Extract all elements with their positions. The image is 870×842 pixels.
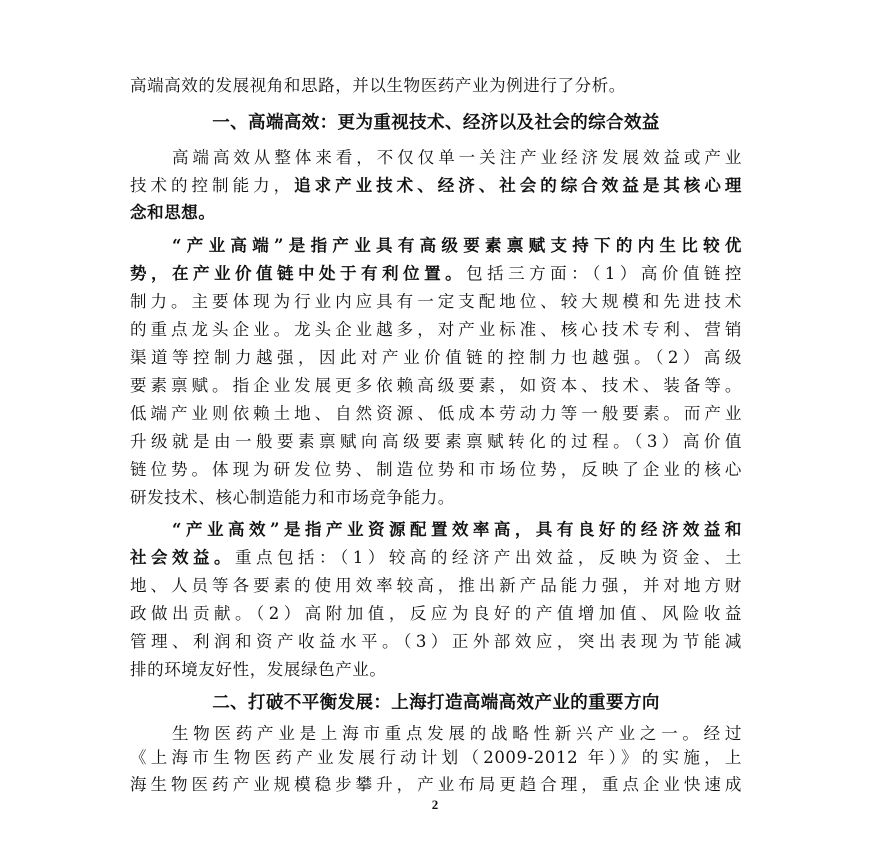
paragraph-2-line-1: “产业高端”是指产业具有高级要素禀赋支持下的内生比较优 — [172, 236, 742, 255]
section-heading-2: 二、打破不平衡发展：上海打造高端高效产业的重要方向 — [212, 693, 660, 713]
paragraph-3-line-4: 政做出贡献。（2）高附加值，反应为良好的产值增加值、风险收益 — [130, 604, 742, 623]
paragraph-1-line-1: 高端高效从整体来看，不仅仅单一关注产业经济发展效益或产业 — [172, 148, 742, 167]
section-heading-1: 一、高端高效：更为重视技术、经济以及社会的综合效益 — [212, 113, 660, 133]
paragraph-3-line-2: 社会效益。重点包括：（1）较高的经济产出效益，反映为资金、土 — [130, 548, 742, 567]
paragraph-2-line-5: 渠道等控制力越强，因此对产业价值链的控制力也越强。（2）高级 — [130, 348, 742, 367]
intro-line: 高端高效的发展视角和思路，并以生物医药产业为例进行了分析。 — [130, 76, 626, 95]
paragraph-2-line-7: 低端产业则依赖土地、自然资源、低成本劳动力等一般要素。而产业 — [130, 404, 742, 423]
paragraph-3-line-6: 排的环境友好性，发展绿色产业。 — [130, 660, 387, 679]
paragraph-3-line-5: 管理、利润和资产收益水平。（3）正外部效应，突出表现为节能减 — [130, 632, 742, 651]
paragraph-2-line-2: 势，在产业价值链中处于有利位置。包括三方面：（1）高价值链控 — [130, 264, 742, 283]
paragraph-2-line-9: 链位势。体现为研发位势、制造位势和市场位势，反映了企业的核心 — [130, 460, 742, 479]
paragraph-3-line-1: “产业高效”是指产业资源配置效率高，具有良好的经济效益和 — [172, 520, 742, 539]
paragraph-1-line-2: 技术的控制能力，追求产业技术、经济、社会的综合效益是其核心理 — [130, 176, 742, 195]
paragraph-1-line-3: 念和思想。 — [130, 203, 216, 222]
paragraph-2-line-6: 要素禀赋。指企业发展更多依赖高级要素，如资本、技术、装备等。 — [130, 376, 742, 395]
paragraph-4-line-2: 《上海市生物医药产业发展行动计划（2009-2012 年）》的实施，上 — [130, 748, 742, 767]
page-number: 2 — [431, 797, 439, 812]
paragraph-2-line-4: 的重点龙头企业。龙头企业越多，对产业标准、核心技术专利、营销 — [130, 320, 742, 339]
paragraph-2-line-8: 升级就是由一般要素禀赋向高级要素禀赋转化的过程。（3）高价值 — [130, 432, 742, 451]
paragraph-4-line-3: 海生物医药产业规模稳步攀升，产业布局更趋合理，重点企业快速成 — [130, 775, 742, 794]
paragraph-2-line-10: 研发技术、核心制造能力和市场竞争能力。 — [130, 488, 455, 507]
paragraph-4-line-1: 生物医药产业是上海市重点发展的战略性新兴产业之一。经过 — [172, 724, 742, 743]
paragraph-3-line-3: 地、人员等各要素的使用效率较高，推出新产品能力强，并对地方财 — [130, 576, 742, 595]
paragraph-2-line-3: 制力。主要体现为行业内应具有一定支配地位、较大规模和先进技术 — [130, 292, 742, 311]
